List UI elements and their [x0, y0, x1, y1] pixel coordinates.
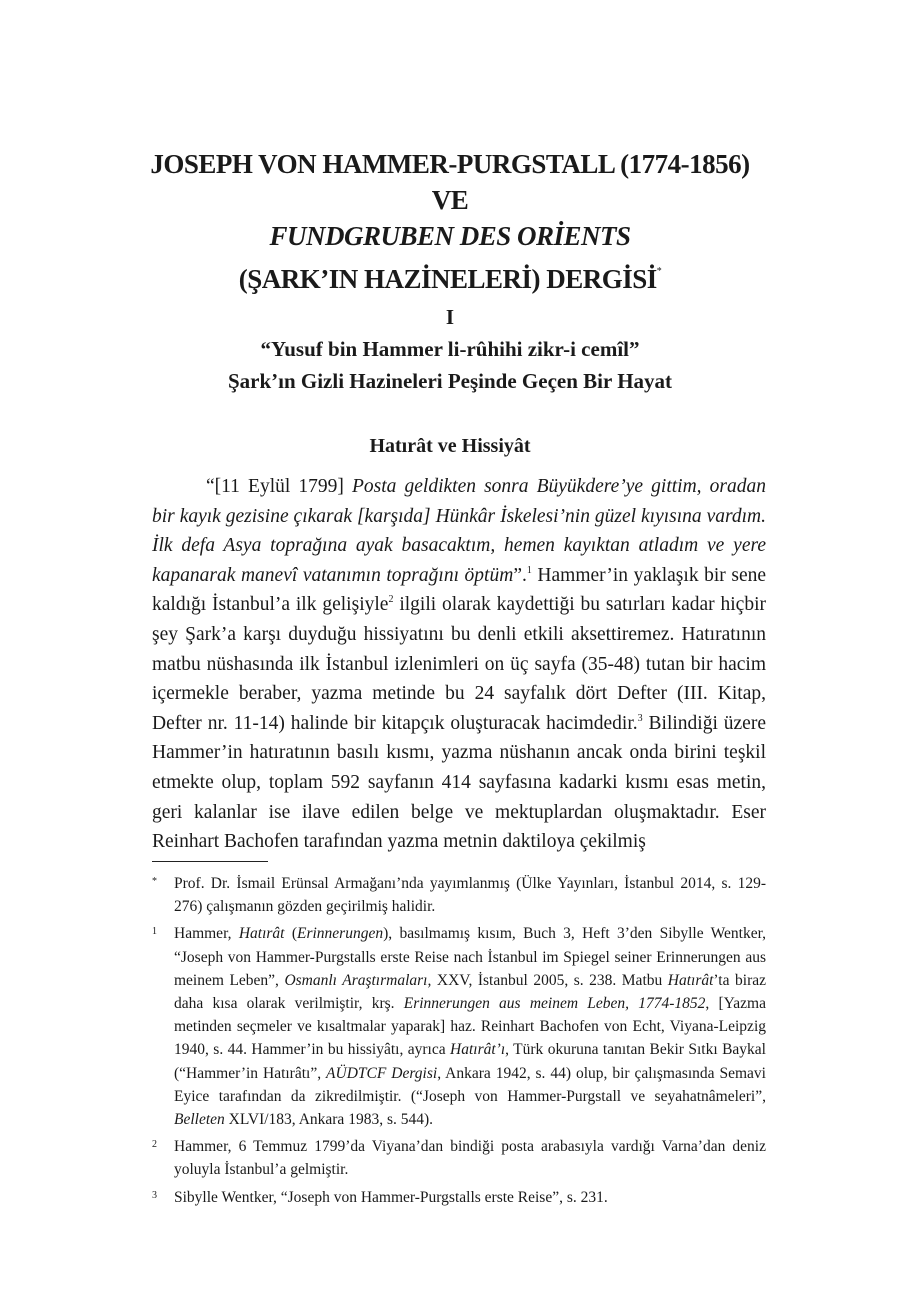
title-line-2: VE: [431, 185, 469, 215]
footnote-text: Hammer, 6 Temmuz 1799’da Viyana’dan bindiği posta arabasıyla vardığı Varna’dan deniz yoluyla İstanbul’a gelmiştir.: [174, 1138, 766, 1179]
footnote-italic: Hatırât: [667, 971, 714, 989]
section-heading: Hatırât ve Hissiyât: [369, 435, 531, 457]
footnote-1: [152, 922, 766, 1131]
footnote-text: , [Yazma metinden seçmeler ve kısaltmalar yaparak] haz. Reinhart Bachofen von Echt, Viyana-Leipzig 1940, s. 44. Hammer’in bu hissiyâtı, ayrıca: [174, 995, 766, 1059]
footnote-mark: 2: [152, 1139, 157, 1151]
footnote-italic: AÜDTCF Dergisi: [326, 1064, 438, 1082]
paragraph-text: ilgili olarak kaydettiği bu satırları kadar hiçbir şey Şark’a karşı duyduğu hissiyatını bu denli etkili aksettiremez. Hatıratının matbu nüshasında ilk İstanbul izlenimleri on üç sayfa (35-48) tutan bir hacim içermekle beraber, yazma metinde bu 24 sayfalık dört Defter (III. Kitap, Defter nr. 11-14) halinde bir kitapçık oluşturacak hacimdedir.: [152, 594, 766, 734]
footnote-text: ), basılmamış kısım, Buch 3, Heft 3’den Sibylle Wentker, “Joseph von Hammer-Purgstalls erste Reise nach İstanbul im Spiegel seiner Erinnerungen aus meinem Leben”,: [174, 925, 766, 989]
footnote-star: [152, 872, 766, 918]
footnote-mark: 1: [152, 926, 157, 938]
footnote-italic: Belleten: [174, 1111, 225, 1129]
footnote-2: [152, 1135, 766, 1181]
quote-open: “[11 Eylül 1799]: [206, 476, 352, 497]
quote-close: ”.: [513, 564, 527, 586]
paragraph-text: Bilindiği üzere Hammer’in hatıratının basılı kısmı, yazma nüshanın ancak onda birini teşkil etmekte olup, toplam 592 sayfanın 414 sayfasına kadarki kısmı esas metin, geri kalanlar ise ilave edilen belge ve mektuplardan oluşmaktadır. Eser Reinhart Bachofen tarafından yazma metnin daktiloya çekilmiş: [152, 712, 766, 853]
footnote-italic: Hatırât: [238, 925, 285, 943]
article-title: [100, 146, 800, 397]
footnote-ref-3[interactable]: 3: [637, 712, 643, 724]
footnote-text: Hammer,: [174, 925, 239, 943]
footnote-text: (: [284, 925, 297, 943]
title-footnote-marker[interactable]: *: [656, 266, 662, 277]
subtitle-quote: “Yusuf bin Hammer li-rûhihi zikr-i cemîl”: [260, 337, 640, 361]
footnote-text: , Türk okuruna tanıtan Bekir Sıtkı Baykal (“Hammer’in Hatırâtı”,: [174, 1041, 766, 1082]
part-number: I: [445, 305, 455, 329]
footnote-ref-1[interactable]: 1: [526, 564, 532, 576]
quote-italic: Posta geldikten sonra Büyükdere’ye gittim, oradan bir kayık gezisine çıkarak [karşıda] Hünkâr İskelesi’nin güzel kıyısına vardım. İlk defa Asya toprağına ayak basacaktım, hemen kayıktan atladım ve yere kapanarak manevî vatanımın toprağını öptüm: [152, 476, 766, 586]
footnote-text: Prof. Dr. İsmail Erünsal Armağanı’nda yayımlanmış (Ülke Yayınları, İstanbul 2014, s. 129-276) çalışmanın gözden geçirilmiş halidir.: [174, 875, 766, 916]
paragraph-text: Hammer’in yaklaşık bir sene kaldığı İstanbul’a ilk gelişiyle: [152, 564, 767, 616]
footnote-text: ’ta biraz daha kısa olarak verilmiştir, krş.: [174, 971, 766, 1013]
footnote-mark: 3: [152, 1189, 157, 1201]
footnote-3: [152, 1186, 766, 1209]
title-line-4: [100, 254, 800, 297]
footnotes: [152, 872, 766, 1213]
subtitle: Şark’ın Gizli Hazineleri Peşinde Geçen Bir Hayat: [227, 369, 673, 393]
footnote-mark: *: [152, 876, 157, 887]
body-text: [152, 472, 766, 857]
footnote-italic: Erinnerungen aus meinem Leben, 1774-1852: [403, 995, 706, 1013]
paragraph: [152, 472, 766, 857]
footnote-italic: Erinnerungen: [297, 925, 384, 943]
footnote-text: XLVI/183, Ankara 1983, s. 544).: [224, 1111, 434, 1129]
title-line-1: JOSEPH VON HAMMER-PURGSTALL (1774-1856): [150, 149, 750, 179]
footnote-italic: Hatırât’ı: [450, 1041, 506, 1059]
footnote-text: , Ankara 1942, s. 44) olup, bir çalışmasında Semavi Eyice tarafından da zikredilmiştir. (“Joseph von Hammer-Purgstall ve seyahatnâmeleri”,: [174, 1064, 766, 1105]
title-line-4-text: (ŞARK’IN HAZİNELERİ) DERGİSİ: [238, 264, 657, 294]
footnote-text: Sibylle Wentker, “Joseph von Hammer-Purgstalls erste Reise”, s. 231.: [174, 1188, 608, 1206]
title-line-3: FUNDGRUBEN DES ORİENTS: [269, 221, 631, 251]
footnote-text: XXV, İstanbul 2005, s. 238. Matbu: [431, 971, 668, 989]
footnote-separator: [152, 861, 268, 862]
footnote-italic: Osmanlı Araştırmaları,: [284, 971, 432, 989]
footnote-ref-2[interactable]: 2: [388, 594, 394, 606]
